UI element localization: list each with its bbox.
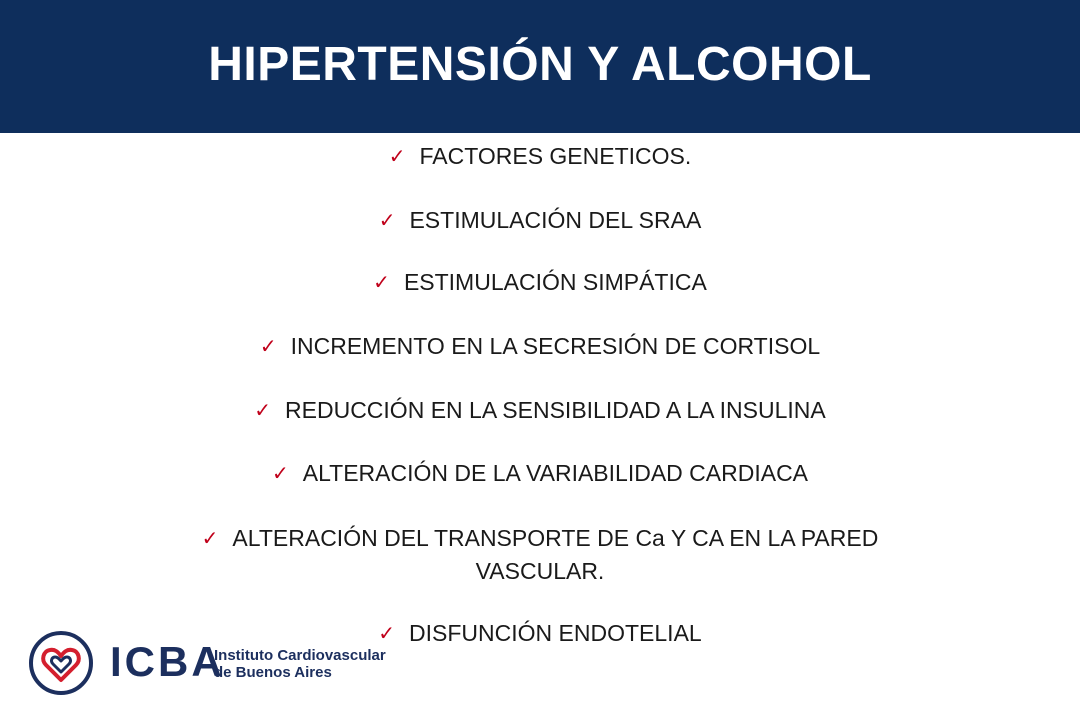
- bullet-item: [140, 457, 940, 490]
- bullet-item: [140, 394, 940, 427]
- bullet-text: ESTIMULACIÓN DEL SRAA: [409, 207, 702, 233]
- bullet-text: ALTERACIÓN DE LA VARIABILIDAD CARDIACA: [302, 460, 809, 486]
- check-icon: ✓: [373, 270, 390, 294]
- check-icon: ✓: [254, 398, 272, 422]
- page-title: HIPERTENSIÓN Y ALCOHOL: [208, 38, 872, 91]
- check-icon: ✓: [378, 208, 396, 232]
- check-icon: ✓: [388, 144, 406, 168]
- bullet-item: [150, 522, 930, 587]
- logo-acronym: ICBA: [110, 638, 225, 685]
- check-icon: ✓: [201, 526, 219, 550]
- bullet-text: DISFUNCIÓN ENDOTELIAL: [409, 620, 702, 646]
- check-icon: ✓: [378, 621, 396, 645]
- bullet-text: ALTERACIÓN DEL TRANSPORTE DE Ca Y CA EN LA PARED VASCULAR.: [232, 525, 879, 584]
- check-icon: ✓: [259, 334, 277, 358]
- logo-name-line1: Instituto Cardiovascular: [214, 647, 386, 664]
- bullet-item: [140, 266, 940, 299]
- bullet-item: [140, 204, 940, 237]
- logo-institution-name: [214, 647, 386, 681]
- logo-name-line2: de Buenos Aires: [214, 664, 332, 681]
- check-icon: ✓: [271, 461, 289, 485]
- bullet-text: REDUCCIÓN EN LA SENSIBILIDAD A LA INSULINA: [285, 397, 826, 423]
- bullet-item: [140, 330, 940, 363]
- icba-logo: [28, 630, 388, 694]
- icba-heart-logo-icon: [28, 630, 94, 696]
- bullet-text: INCREMENTO EN LA SECRESIÓN DE CORTISOL: [290, 333, 821, 359]
- bullet-text: FACTORES GENETICOS.: [419, 143, 692, 169]
- bullet-item: [140, 140, 940, 173]
- bullet-text: ESTIMULACIÓN SIMPÁTICA: [403, 269, 707, 295]
